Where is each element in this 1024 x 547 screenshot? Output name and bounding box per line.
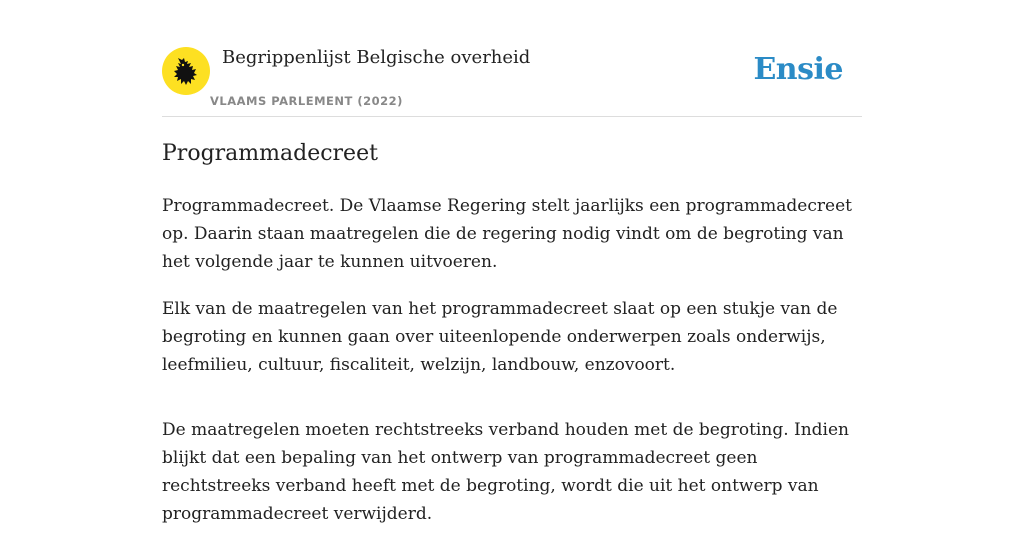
source-title[interactable]: Begrippenlijst Belgische overheid	[222, 47, 531, 68]
source-header	[162, 44, 862, 117]
flemish-lion-icon[interactable]	[162, 47, 210, 95]
ensie-logo-link[interactable]: Ensie	[753, 52, 843, 87]
article-paragraph: De maatregelen moeten rechtstreeks verband houden met de begroting. Indien blijkt dat een bepaling van het ontwerp van programmadecreet geen rechtstreeks verband heeft met de begroting, wordt die uit het ontwerp van programmadecreet verwijderd.	[162, 420, 849, 524]
page-title: Programmadecreet	[162, 141, 378, 166]
article	[162, 138, 862, 547]
article-paragraph: Elk van de maatregelen van het programmadecreet slaat op een stukje van de begroting en kunnen gaan over uiteenlopende onderwerpen zoals onderwijs, leefmilieu, cultuur, fiscaliteit, welzijn, landbouw, enzovoort.	[162, 299, 838, 375]
source-subtitle: VLAAMS PARLEMENT (2022)	[210, 94, 403, 108]
lion-glyph	[169, 54, 203, 88]
article-paragraph: Programmadecreet. De Vlaamse Regering stelt jaarlijks een programmadecreet op. Daarin staan maatregelen die de regering nodig vindt om de begroting van het volgende jaar te kunnen uitvoeren.	[162, 196, 852, 272]
